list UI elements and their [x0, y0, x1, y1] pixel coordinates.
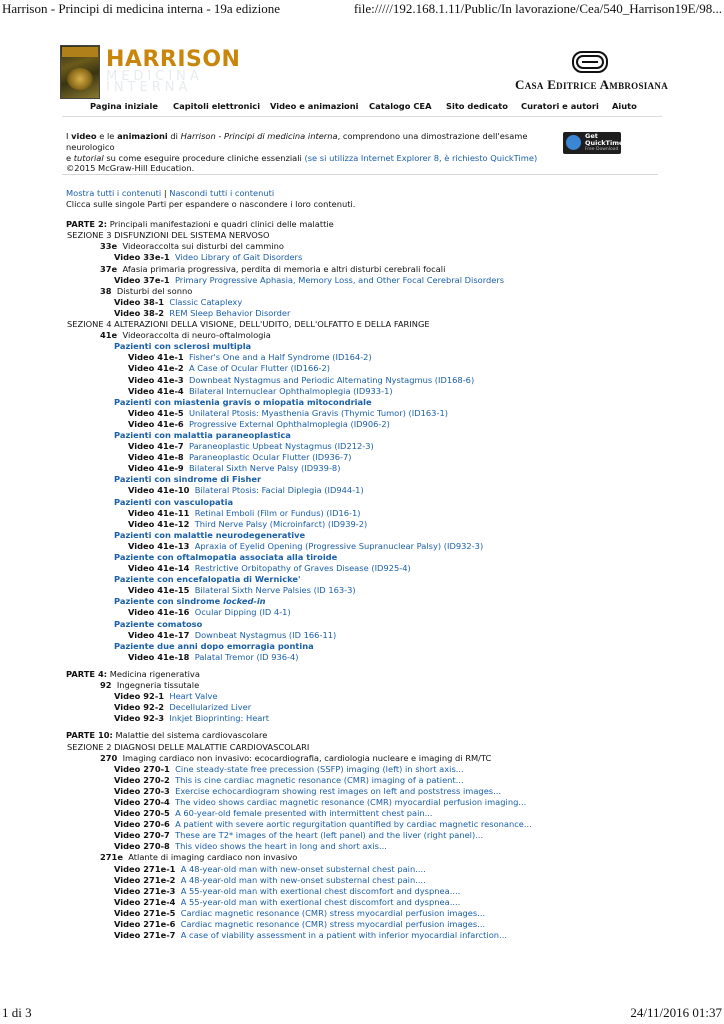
chapter[interactable]: 270 Imaging cardiaco non invasivo: ecocardiografia, cardiologia nucleare e imaging di RM/TC: [100, 752, 492, 763]
video-item[interactable]: Video 33e-1 Video Library of Gait Disorders: [114, 252, 303, 263]
print-header: [0, 0, 724, 20]
video-item[interactable]: Video 41e-16 Ocular Dipping (ID 4-1): [128, 607, 291, 618]
video-item[interactable]: Video 37e-1 Primary Progressive Aphasia, Memory Loss, and Other Focal Cerebral Disorders: [114, 274, 505, 285]
part-heading[interactable]: PARTE 4: Medicina rigenerativa: [66, 668, 200, 679]
video-item[interactable]: Video 270-7 These are T2* images of the heart (left panel) and the liver (right panel)...: [114, 830, 484, 841]
video-item[interactable]: Video 41e-11 Retinal Emboli (Film or Fundus) (ID16-1): [128, 507, 361, 518]
harrison-logo[interactable]: HARRISON: [106, 47, 241, 72]
video-item[interactable]: Video 271e-1 A 48-year-old man with new-onset substernal chest pain....: [114, 863, 426, 874]
video-item[interactable]: Video 41e-8 Paraneoplastic Ocular Flutter (ID936-7): [128, 452, 352, 463]
video-item[interactable]: Video 270-3 Exercise echocardiogram showing rest images on left and poststress images...: [114, 785, 502, 796]
print-datetime: 24/11/2016 01:37: [630, 1005, 722, 1020]
section-heading[interactable]: SEZIONE 2 DIAGNOSI DELLE MALATTIE CARDIOVASCOLARI: [67, 741, 310, 752]
nav-catalog[interactable]: Catalogo CEA: [369, 101, 432, 111]
print-footer: [0, 1004, 724, 1024]
nav-authors[interactable]: Curatori e autori: [521, 101, 599, 111]
video-item[interactable]: Video 92-1 Heart Valve: [114, 691, 218, 702]
chapter[interactable]: 37e Afasia primaria progressiva, perdita di memoria e altri disturbi cerebrali focali: [100, 263, 446, 274]
video-item[interactable]: Video 270-1 Cine steady-state free precession (SSFP) imaging (left) in short axis...: [114, 763, 464, 774]
video-item[interactable]: Video 41e-14 Restrictive Orbitopathy of Graves Disease (ID925-4): [128, 563, 411, 574]
patient-group[interactable]: Pazienti con malattia paraneoplastica: [114, 429, 291, 440]
part-heading[interactable]: PARTE 2: Principali manifestazioni e quadri clinici delle malattie: [66, 219, 334, 230]
patient-group[interactable]: Pazienti con malattie neurodegenerative: [114, 529, 306, 540]
chapter[interactable]: 271e Atlante di imaging cardiaco non invasivo: [100, 852, 298, 863]
patient-group[interactable]: Pazienti con vasculopatia: [114, 496, 234, 507]
show-all-link[interactable]: Mostra tutti i contenuti: [66, 188, 162, 198]
video-item[interactable]: Video 92-2 Decellularized Liver: [114, 702, 252, 713]
video-item[interactable]: Video 270-2 This is cine cardiac magnetic resonance (CMR) imaging of a patient...: [114, 774, 464, 785]
patient-group[interactable]: Pazienti con sclerosi multipla: [114, 341, 252, 352]
patient-group[interactable]: Pazienti con sindrome di Fisher: [114, 474, 262, 485]
nav-videos[interactable]: Video e animazioni: [270, 101, 359, 111]
video-item[interactable]: Video 41e-1 Fisher's One and a Half Syndrome (ID164-2): [128, 352, 372, 363]
site-header: [58, 45, 668, 101]
video-item[interactable]: Video 270-5 A 60-year-old female presented with intermittent chest pain...: [114, 808, 433, 819]
video-item[interactable]: Video 271e-3 A 55-year-old man with exertional chest discomfort and dyspnea....: [114, 885, 461, 896]
video-item[interactable]: Video 41e-7 Paraneoplastic Upbeat Nystagmus (ID212-3): [128, 441, 374, 452]
section-heading[interactable]: SEZIONE 4 ALTERAZIONI DELLA VISIONE, DELL'UDITO, DELL'OLFATTO E DELLA FARINGE: [67, 319, 430, 330]
video-item[interactable]: Video 41e-3 Downbeat Nystagmus and Periodic Alternating Nystagmus (ID168-6): [128, 374, 475, 385]
get-quicktime-button[interactable]: Get QuickTime Free Download: [563, 132, 621, 154]
video-item[interactable]: Video 41e-5 Unilateral Ptosis: Myasthenia Gravis (Thymic Tumor) (ID163-1): [128, 407, 448, 418]
nav-site[interactable]: Sito dedicato: [446, 101, 508, 111]
book-cover-image[interactable]: [60, 45, 100, 99]
video-item[interactable]: Video 271e-2 A 48-year-old man with new-onset substernal chest pain....: [114, 874, 426, 885]
video-item[interactable]: Video 41e-15 Bilateral Sixth Nerve Palsies (ID 163-3): [128, 585, 356, 596]
chapter[interactable]: 33e Videoraccolta sui disturbi del cammino: [100, 241, 285, 252]
video-item[interactable]: Video 38-1 Classic Cataplexy: [114, 296, 243, 307]
page-number: 1 di 3: [2, 1005, 32, 1020]
video-item[interactable]: Video 41e-2 A Case of Ocular Flutter (ID166-2): [128, 363, 331, 374]
toggle-hint: Clicca sulle singole Parti per espandere o nascondere i loro contenuti.: [66, 199, 356, 210]
print-title: Harrison - Principi di medicina interna - 19a edizione: [2, 1, 280, 16]
intro-text: I video e le animazioni di Harrison - Principi di medicina interna, comprendono una dimostrazione dell'esame neurologico e tutorial su come eseguire procedure cliniche essenziali (se si utilizza Internet Explorer 8, è richiesto QuickTime) ©2015 McGraw-Hill Education.: [66, 131, 566, 174]
publisher-name: Casa Editrice Ambrosiana: [515, 77, 668, 92]
chapter[interactable]: 38 Disturbi del sonno: [100, 285, 193, 296]
section-heading[interactable]: SEZIONE 3 DISFUNZIONI DEL SISTEMA NERVOSO: [67, 230, 270, 241]
hide-all-link[interactable]: Nascondi tutti i contenuti: [169, 188, 275, 198]
video-item[interactable]: Video 41e-17 Downbeat Nystagmus (ID 166-11): [128, 629, 337, 640]
patient-group[interactable]: Paziente con sindrome locked-in: [114, 596, 266, 607]
cea-logo-icon: [572, 51, 608, 73]
chapter[interactable]: 41e Videoraccolta di neuro-oftalmologia: [100, 330, 271, 341]
video-item[interactable]: Video 271e-5 Cardiac magnetic resonance (CMR) stress myocardial perfusion images...: [114, 907, 486, 918]
video-item[interactable]: Video 41e-4 Bilateral Internuclear Ophthalmoplegia (ID933-1): [128, 385, 393, 396]
patient-group[interactable]: Paziente comatoso: [114, 618, 203, 629]
patient-group[interactable]: Paziente con encefalopatia di Wernicke': [114, 574, 301, 585]
quicktime-icon: [566, 135, 581, 150]
video-item[interactable]: Video 270-6 A patient with severe aortic regurgitation quantified by cardiac magnetic resonance...: [114, 819, 532, 830]
copyright: ©2015 McGraw-Hill Education.: [66, 163, 195, 174]
video-item[interactable]: Video 270-4 The video shows cardiac magnetic resonance (CMR) myocardial perfusion imaging...: [114, 796, 527, 807]
harrison-logo-subtitle: MEDICINA INTERNA: [106, 69, 203, 95]
patient-group[interactable]: Paziente due anni dopo emorragia pontina: [114, 640, 314, 651]
video-item[interactable]: Video 271e-4 A 55-year-old man with exertional chest discomfort and dyspnea....: [114, 896, 461, 907]
video-item[interactable]: Video 41e-6 Progressive External Ophthalmoplegia (ID906-2): [128, 418, 390, 429]
patient-group[interactable]: Pazienti con miastenia gravis o miopatia mitocondriale: [114, 396, 372, 407]
part-heading[interactable]: PARTE 10: Malattie del sistema cardiovascolare: [66, 730, 268, 741]
video-item[interactable]: Video 38-2 REM Sleep Behavior Disorder: [114, 307, 291, 318]
video-item[interactable]: Video 271e-6 Cardiac magnetic resonance (CMR) stress myocardial perfusion images...: [114, 919, 486, 929]
video-item[interactable]: Video 41e-12 Third Nerve Palsy (Microinfarct) (ID939-2): [128, 518, 368, 529]
main-nav: [62, 100, 662, 117]
patient-group[interactable]: Paziente con oftalmopatia associata alla tiroide: [114, 552, 338, 562]
video-item[interactable]: Video 92-3 Inkjet Bioprinting: Heart: [114, 713, 270, 724]
video-index: Mostra tutti i contenuti | Nascondi tutti i contenuti Clicca sulle singole Parti per espandere o nascondere i loro contenuti. PARTE 2: Principali manifestazioni e quadri clinici delle malattie SEZIONE 3 DISFUNZIONI DEL SISTEMA NERVOSO 33e Videoraccolta sui disturbi del cammino Video 33e-1 Video Library of Gait Disorders 37e Afasia primaria progressiva, perdita di memoria e altri disturbi cerebrali focali Video 37e-1 Primary Progressive Aphasia, Memory Loss, and Other Focal Cerebral Disorders 38 Disturbi del sonno Video 38-1 Classic Cataplexy Video 38-2 REM Sleep Behavior Disorder SEZIONE 4 ALTERAZIONI DELLA VISIONE, DELL'UDITO, DELL'OLFATTO E DELLA FARINGE 41e Videoraccolta di neuro-oftalmologia Pazienti con sclerosi multipla Video 41e-1 Fisher's One and a Half Syndrome (ID164-2) Video 41e-2 A Case of Ocular Flutter (ID166-2) Video 41e-3 Downbeat Nystagmus and Periodic Alternating Nystagmus (ID168-6) Video 41e-4 Bilateral Internuclear Ophthalmoplegia (ID933-1) Pazienti con miastenia gravis o miopatia mitocondriale Video 41e-5 Unilateral Ptosis: Myasthenia Gravis (Thymic Tumor) (ID163-1) Video 41e-6 Progressive External Ophthalmoplegia (ID906-2) Pazienti con malattia paraneoplastica Video 41e-7 Paraneoplastic Upbeat Nystagmus (ID212-3) Video 41e-8 Paraneoplastic Ocular Flutter (ID936-7) Video 41e-9 Bilateral Sixth Nerve Palsy (ID939-8) Pazienti con sindrome di Fisher Video 41e-10 Bilateral Ptosis: Facial Diplegia (ID944-1) Pazienti con vasculopatia Video 41e-11 Retinal Emboli (Film or Fundus) (ID16-1) Video 41e-12 Third Nerve Palsy (Microinfarct) (ID939-2) Pazienti con malattie neurodegenerative Video 41e-13 Apraxia of Eyelid Opening (Progressive Supranuclear Palsy) (ID932-3) Paziente con oftalmopatia associata alla tiroide Video 41e-14 Restrictive Orbitopathy of Graves Disease (ID925-4) Paziente con encefalopatia di Wernicke' Video 41e-15 Bilateral Sixth Nerve Palsies (ID 163-3) Paziente con sindrome locked-in Video 41e-16 Ocular Dipping (ID 4-1) Paziente comatoso Video 41e-17 Downbeat Nystagmus (ID 166-11) Paziente due anni dopo emorragia pontina Video 41e-18 Palatal Tremor (ID 936-4) PARTE 4: Medicina rigenerativa 92 Ingegneria tissutale Video 92-1 Heart Valve Video 92-2 Decellularized Liver Video 92-3 Inkjet Bioprinting: Heart PARTE 10: Malattie del sistema cardiovascolare SEZIONE 2 DIAGNOSI DELLE MALATTIE CARDIOVASCOLARI 270 Imaging cardiaco non invasivo: ecocardiografia, cardiologia nucleare e imaging di RM/TC Video 270-1 Cine steady-state free precession (SSFP) imaging (left) in short axis... Video 270-2 This is cine cardiac magnetic resonance (CMR) imaging of a patient... Video 270-3 Exercise echocardiogram showing rest images on left and poststress images... Video 270-4 The video shows cardiac magnetic resonance (CMR) myocardial perfusion imaging... Video 270-5 A 60-year-old female presented with intermittent chest pain... Video 270-6 A patient with severe aortic regurgitation quantified by cardiac magnetic resonance... Video 270-7 These are T2* images of the heart (left panel) and the liver (right panel)... Video 270-8 This video shows the heart in long and short axis... 271e Atlante di imaging cardiaco non invasivo Video 271e-1 A 48-year-old man with new-onset substernal chest pain.... Video 271e-2 A 48-year-old man with new-onset substernal chest pain.... Video 271e-3 A 55-year-old man with exertional chest discomfort and dyspnea.... Video 271e-4 A 55-year-old man with exertional chest discomfort and dyspnea.... Video 271e-5 Cardiac magnetic resonance (CMR) stress myocardial perfusion images... Video 271e-6 Cardiac magnetic resonance (CMR) stress myocardial perfusion images... Video 271e-7 A case of viability assessment in a patient with inferior myocardial infarction...: [66, 188, 686, 941]
video-item[interactable]: Video 41e-13 Apraxia of Eyelid Opening (Progressive Supranuclear Palsy) (ID932-3): [128, 540, 484, 551]
video-item[interactable]: Video 41e-9 Bilateral Sixth Nerve Palsy (ID939-8): [128, 463, 341, 474]
video-item[interactable]: Video 270-8 This video shows the heart in long and short axis...: [114, 841, 387, 852]
nav-help[interactable]: Aiuto: [612, 101, 637, 111]
divider: [62, 174, 658, 175]
quicktime-note-link[interactable]: (se si utilizza Internet Explorer 8, è richiesto QuickTime): [304, 152, 538, 163]
print-url: file://///192.168.1.11/Public/In lavorazione/Cea/540_Harrison19E/98...: [353, 1, 722, 16]
nav-home[interactable]: Pagina iniziale: [90, 101, 158, 111]
video-item[interactable]: Video 41e-10 Bilateral Ptosis: Facial Diplegia (ID944-1): [128, 485, 364, 496]
video-item[interactable]: Video 41e-18 Palatal Tremor (ID 936-4): [128, 651, 299, 662]
chapter[interactable]: 92 Ingegneria tissutale: [100, 680, 200, 691]
video-item[interactable]: Video 271e-7 A case of viability assessment in a patient with inferior myocardial infarction...: [114, 930, 507, 941]
nav-chapters[interactable]: Capitoli elettronici: [173, 101, 261, 111]
